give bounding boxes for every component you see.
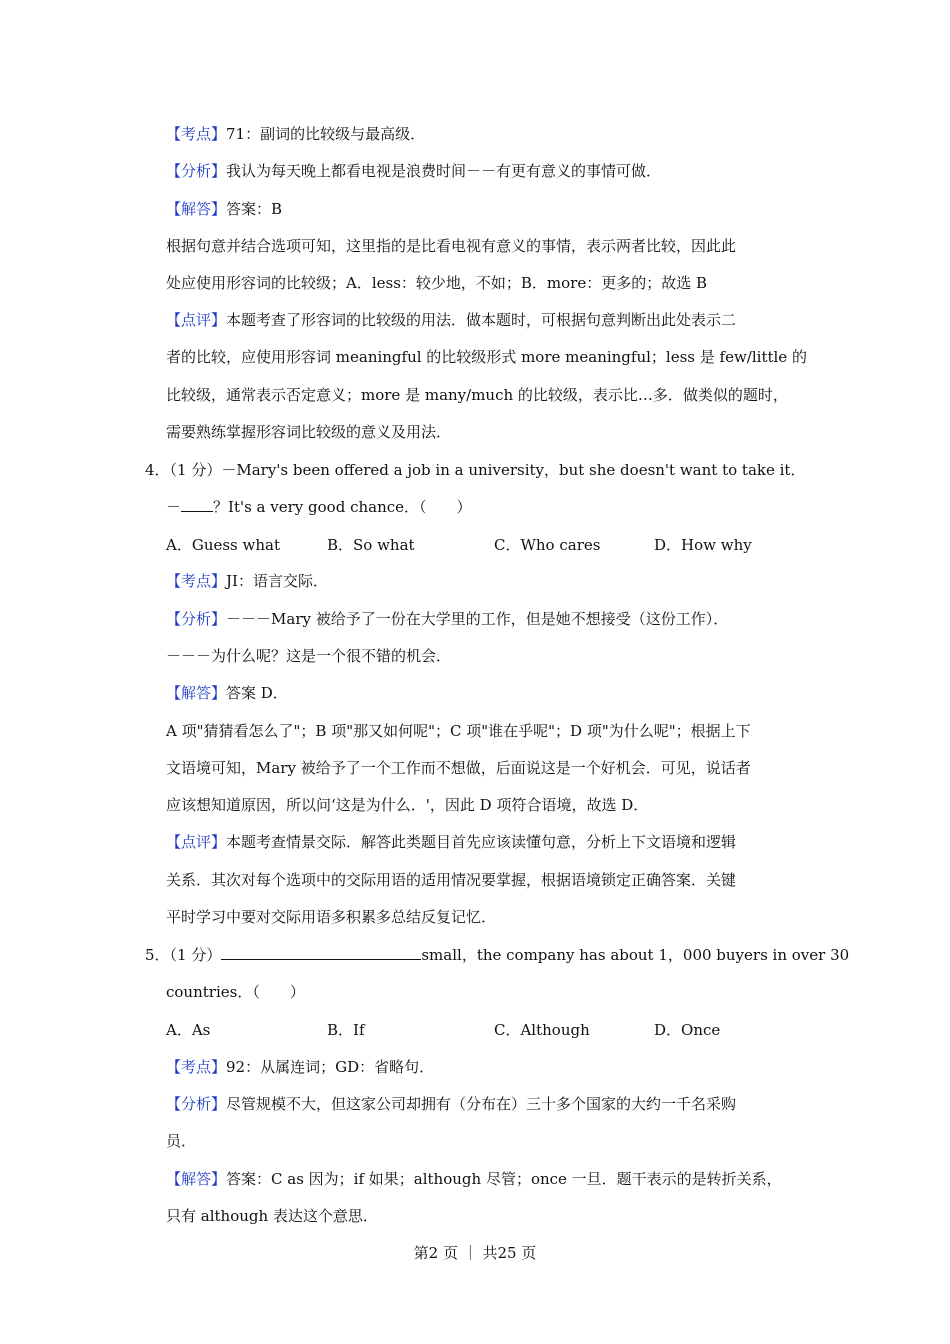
q5-option-b: B．If — [327, 1021, 365, 1039]
page-footer: 第2 页 ｜ 共25 页 — [413, 1244, 537, 1262]
q3-jieda-text: 处应使用形容词的比较级；A．less：较少地，不如；B．more：更多的；故选 B — [166, 274, 708, 292]
q4-fenxi-text: －－－为什么呢？这是一个很不错的机会． — [166, 647, 452, 665]
q5-fenxi-line: 【分析】尽管规模不大，但这家公司却拥有（分布在）三十多个国家的大约一千名采购 — [166, 1095, 737, 1113]
answer-blank — [221, 945, 421, 960]
q4-option-c: C．Who cares — [494, 536, 601, 554]
dianping-tag: 【点评】 — [166, 311, 227, 329]
q4-option-a: A．Guess what — [166, 536, 280, 554]
q4-kaodian-line: 【考点】JI：语言交际． — [166, 572, 328, 590]
dianping-tag: 【点评】 — [166, 833, 227, 851]
q3-dianping-line: 【点评】本题考查了形容词的比较级的用法．做本题时，可根据句意判断出此处表示二 — [166, 311, 737, 329]
kaodian-tag: 【考点】 — [166, 1058, 227, 1076]
fenxi-tag: 【分析】 — [166, 610, 227, 628]
q3-jieda-text: 根据句意并结合选项可知，这里指的是比看电视有意义的事情，表示两者比较，因此此 — [166, 237, 737, 255]
jieda-tag: 【解答】 — [166, 200, 227, 218]
q5-kaodian-line: 【考点】92：从属连词；GD：省略句． — [166, 1058, 435, 1076]
q5-fenxi-text: 员． — [166, 1132, 197, 1150]
answer-blank — [181, 497, 213, 512]
kaodian-tag: 【考点】 — [166, 125, 227, 143]
q3-dianping-text: 需要熟练掌握形容词比较级的意义及用法． — [166, 423, 452, 441]
q5-option-c: C．Although — [494, 1021, 590, 1039]
q3-jieda-line: 【解答】答案：B — [166, 200, 283, 218]
q5-jieda-text: 只有 although 表达这个意思． — [166, 1207, 378, 1225]
q4-option-d: D．How why — [654, 536, 752, 554]
q5-option-a: A．As — [166, 1021, 211, 1039]
q4-dianping-text: 关系．其次对每个选项中的交际用语的适用情况要掌握，根据语境锁定正确答案．关键 — [166, 871, 737, 889]
q5-option-d: D．Once — [654, 1021, 721, 1039]
q4-jieda-text: 文语境可知，Mary 被给予了一个工作而不想做，后面说这是一个好机会．可见，说话者 — [166, 759, 751, 777]
q4-jieda-text: A 项"猜猜看怎么了"；B 项"那又如何呢"；C 项"谁在乎呢"；D 项"为什么呢"；根据上下 — [166, 722, 751, 740]
q3-dianping-text: 者的比较，应使用形容词 meaningful 的比较级形式 more meaningful；less 是 few/little 的 — [166, 348, 807, 366]
q3-kaodian-line: 【考点】71：副词的比较级与最高级． — [166, 125, 426, 143]
q3-fenxi-line: 【分析】我认为每天晚上都看电视是浪费时间－－有更有意义的事情可做． — [166, 162, 662, 180]
fenxi-tag: 【分析】 — [166, 162, 227, 180]
q4-fenxi-line: 【分析】－－－Mary 被给予了一份在大学里的工作，但是她不想接受（这份工作）． — [166, 610, 729, 628]
q4-dianping-line: 【点评】本题考查情景交际．解答此类题目首先应该读懂句意，分析上下文语境和逻辑 — [166, 833, 737, 851]
fenxi-tag: 【分析】 — [166, 1095, 227, 1113]
q4-jieda-line: 【解答】答案 D． — [166, 684, 288, 702]
q4-jieda-text: 应该想知道原因，所以问‘这是为什么．'，因此 D 项符合语境，故选 D． — [166, 796, 649, 814]
q5-jieda-line: 【解答】答案：C as 因为；if 如果；although 尽管；once 一旦．题干表示的是转折关系， — [166, 1170, 782, 1188]
jieda-tag: 【解答】 — [166, 1170, 227, 1188]
q4-option-b: B．So what — [327, 536, 415, 554]
q5-stem: 5．（1 分） small，the company has about 1，000 buyers in over 30 — [145, 946, 850, 964]
q5-stem-line2: countries．（ ） — [166, 983, 305, 1001]
kaodian-tag: 【考点】 — [166, 572, 227, 590]
q4-stem: 4．（1 分）－Mary's been offered a job in a university，but she doesn't want to take it． — [145, 461, 806, 479]
jieda-tag: 【解答】 — [166, 684, 227, 702]
q4-stem-line2: － ？It's a very good chance．（ ） — [166, 498, 472, 516]
q4-dianping-text: 平时学习中要对交际用语多积累多总结反复记忆． — [166, 908, 497, 926]
q3-dianping-text: 比较级，通常表示否定意义；more 是 many/much 的比较级，表示比…多．做类似的题时， — [166, 386, 788, 404]
